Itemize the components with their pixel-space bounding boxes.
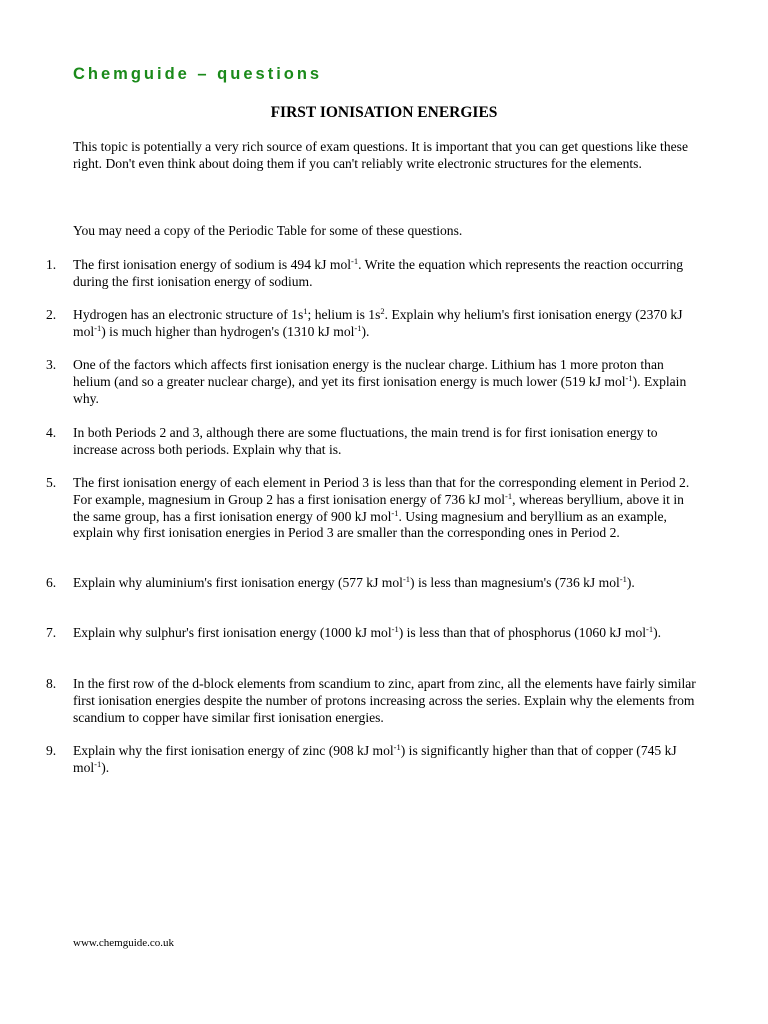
question-text: Explain why sulphur's first ionisation energy (1000 kJ mol$^{-1}$) is less than that of phosphorus (1060 kJ mol$^{-1}$). — [73, 624, 662, 640]
question-number: 6. — [46, 575, 57, 590]
footer-url-link[interactable]: www.chemguide.co.uk — [73, 937, 175, 949]
question-text: The first ionisation energy of each element in Period 3 is less than that for the corresponding element in Period 2. For example, magnesium in Group 2 has a first ionisation energy of 736 kJ mol$^{-1}$, whereas beryllium, above it in the same group, has a first ionisation energy of 900 kJ mol$^{-1}$. Using magnesium and beryllium as an example, explain why first ionisation energies in Period 3 are smaller than the corresponding ones in Period 2. — [73, 475, 690, 541]
question-number: 1. — [46, 257, 57, 272]
question-text: Explain why aluminium's first ionisation energy (577 kJ mol$^{-1}$) is less than magnesium's (736 kJ mol$^{-1}$). — [73, 574, 635, 590]
question-text: One of the factors which affects first ionisation energy is the nuclear charge. Lithium has 1 more proton than helium (and so a greater nuclear charge), and yet its first ionisation energy is much lower (519 kJ mol$^{-1}$). Explain why. — [73, 357, 687, 406]
question-text: Hydrogen has an electronic structure of $1s^1$; helium is $1s^2$. Explain why helium's first ionisation energy (2370 kJ mol$^{-1}$) is much higher than hydrogen's (1310 kJ mol$^{-1}$). — [73, 306, 683, 339]
question-text: Explain why the first ionisation energy of zinc (908 kJ mol$^{-1}$) is significantly higher than that of copper (745 kJ mol$^{-1}$). — [73, 742, 677, 775]
question-text: In both Periods 2 and 3, although there are some fluctuations, the main trend is for first ionisation energy to increase across both periods. Explain why that is. — [73, 425, 658, 457]
periodic-table-note: You may need a copy of the Periodic Table for some of these questions. — [73, 223, 463, 238]
question-text: In the first row of the d-block elements from scandium to zinc, apart from zinc, all the elements have fairly similar first ionisation energies despite the number of protons increasing across the series. Explain why the elements from scandium to copper have similar first ionisation energies. — [73, 676, 696, 725]
site-brand-heading: Chemguide – questions — [73, 65, 323, 83]
question-number: 5. — [46, 475, 57, 490]
question-number: 4. — [46, 425, 57, 440]
question-number: 2. — [46, 307, 57, 322]
question-text: The first ionisation energy of sodium is 494 kJ mol$^{-1}$. Write the equation which represents the reaction occurring during the first ionisation energy of sodium. — [73, 256, 684, 289]
intro-paragraph: This topic is potentially a very rich source of exam questions. It is important that you can get questions like these right. Don't even think about doing them if you can't reliably write electronic structures for the elements. — [73, 139, 688, 171]
question-number: 8. — [46, 676, 57, 691]
question-number: 9. — [46, 743, 57, 758]
page-title: FIRST IONISATION ENERGIES — [270, 104, 498, 121]
question-number: 7. — [46, 625, 57, 640]
question-number: 3. — [46, 357, 57, 372]
